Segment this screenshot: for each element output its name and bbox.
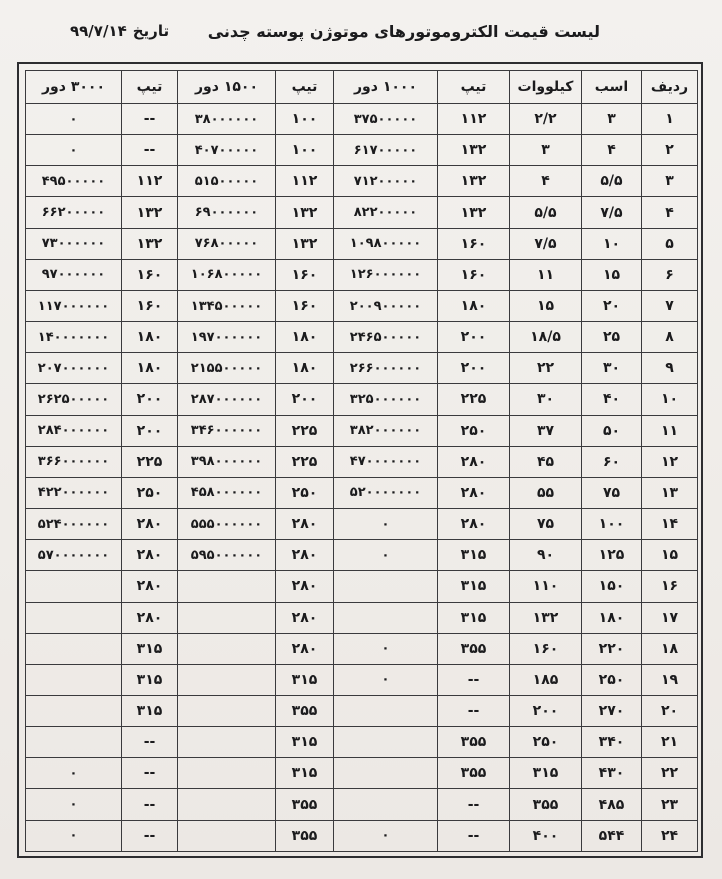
cell-frame-3000: -- [122,727,178,758]
cell-row-number: ۴ [642,197,698,228]
cell-price-1000rpm: ۲۰۰۹۰۰۰۰۰ [334,290,438,321]
cell-horsepower: ۲۰ [582,290,642,321]
table-row [26,727,698,758]
cell-frame-1500: ۱۶۰ [276,290,334,321]
header [70,14,600,48]
table-row [26,259,698,290]
cell-frame-1500: ۲۸۰ [276,633,334,664]
cell-horsepower: ۳۴۰ [582,727,642,758]
date-label: تاریخ [132,22,170,40]
column-header-frame-1000: تیپ [438,71,510,104]
table-row [26,509,698,540]
cell-horsepower: ۶۰ [582,446,642,477]
cell-row-number: ۷ [642,290,698,321]
cell-frame-3000: ۳۱۵ [122,664,178,695]
table-row [26,633,698,664]
cell-horsepower: ۲۲۰ [582,633,642,664]
cell-price-1000rpm: ۵۲۰۰۰۰۰۰۰ [334,477,438,508]
cell-price-1000rpm: ۶۱۷۰۰۰۰۰ [334,135,438,166]
cell-kilowatt: ۱۸۵ [510,664,582,695]
cell-kilowatt: ۵۵ [510,477,582,508]
table-row [26,228,698,259]
cell-frame-1000: ۱۶۰ [438,228,510,259]
table-row [26,540,698,571]
cell-kilowatt: ۳۱۵ [510,758,582,789]
cell-price-3000rpm [26,664,122,695]
column-header-kilowatt: کیلووات [510,71,582,104]
cell-kilowatt: ۳۵۵ [510,789,582,820]
cell-price-3000rpm: ۳۶۶۰۰۰۰۰۰ [26,446,122,477]
cell-kilowatt: ۲/۲ [510,104,582,135]
cell-frame-3000: -- [122,135,178,166]
cell-frame-1500: ۲۸۰ [276,602,334,633]
cell-price-3000rpm: ۰ [26,135,122,166]
cell-horsepower: ۱۰۰ [582,509,642,540]
cell-frame-1000: ۱۱۲ [438,104,510,135]
cell-frame-1500: ۱۳۲ [276,197,334,228]
table-row [26,571,698,602]
cell-price-3000rpm: ۵۷۰۰۰۰۰۰۰ [26,540,122,571]
cell-price-1000rpm [334,789,438,820]
cell-price-1500rpm: ۴۰۷۰۰۰۰۰ [178,135,276,166]
cell-frame-1000: ۲۸۰ [438,446,510,477]
cell-horsepower: ۱۵ [582,259,642,290]
cell-kilowatt: ۲۵۰ [510,727,582,758]
cell-frame-1500: ۲۰۰ [276,384,334,415]
cell-horsepower: ۷۵ [582,477,642,508]
cell-price-1000rpm: ۸۲۲۰۰۰۰۰ [334,197,438,228]
cell-frame-1500: ۲۸۰ [276,571,334,602]
cell-row-number: ۱۹ [642,664,698,695]
cell-price-1500rpm [178,571,276,602]
cell-row-number: ۶ [642,259,698,290]
cell-kilowatt: ۱۱ [510,259,582,290]
cell-price-3000rpm: ۵۲۴۰۰۰۰۰۰ [26,509,122,540]
cell-horsepower: ۱۲۵ [582,540,642,571]
cell-frame-3000: -- [122,758,178,789]
cell-price-1000rpm: ۱۲۶۰۰۰۰۰۰ [334,259,438,290]
cell-horsepower: ۴۸۵ [582,789,642,820]
cell-kilowatt: ۹۰ [510,540,582,571]
cell-frame-3000: -- [122,820,178,851]
table-row [26,104,698,135]
cell-frame-3000: ۱۸۰ [122,353,178,384]
cell-frame-3000: ۲۵۰ [122,477,178,508]
cell-frame-1000: ۲۲۵ [438,384,510,415]
cell-frame-1000: ۳۱۵ [438,540,510,571]
cell-price-1500rpm [178,633,276,664]
cell-price-1000rpm [334,602,438,633]
cell-price-1000rpm [334,727,438,758]
cell-horsepower: ۲۵۰ [582,664,642,695]
cell-frame-1000: -- [438,820,510,851]
cell-frame-1000: ۲۵۰ [438,415,510,446]
cell-row-number: ۹ [642,353,698,384]
cell-kilowatt: ۱۶۰ [510,633,582,664]
table-row [26,415,698,446]
cell-frame-1500: ۲۲۵ [276,415,334,446]
cell-frame-1000: ۳۱۵ [438,602,510,633]
cell-kilowatt: ۲۲ [510,353,582,384]
cell-price-1500rpm: ۲۱۵۵۰۰۰۰۰ [178,353,276,384]
cell-frame-3000: ۱۳۲ [122,197,178,228]
cell-row-number: ۱ [642,104,698,135]
cell-price-3000rpm [26,633,122,664]
cell-frame-3000: ۲۸۰ [122,602,178,633]
cell-price-1500rpm: ۲۸۷۰۰۰۰۰۰ [178,384,276,415]
cell-price-3000rpm [26,602,122,633]
cell-horsepower: ۲۷۰ [582,695,642,726]
table-row [26,758,698,789]
cell-price-1500rpm: ۱۹۷۰۰۰۰۰۰ [178,322,276,353]
cell-kilowatt: ۱۸/۵ [510,322,582,353]
cell-frame-1000: ۱۸۰ [438,290,510,321]
cell-frame-1500: ۱۳۲ [276,228,334,259]
cell-price-3000rpm: ۲۸۴۰۰۰۰۰۰ [26,415,122,446]
cell-kilowatt: ۳ [510,135,582,166]
cell-frame-1500: ۳۵۵ [276,695,334,726]
cell-price-1500rpm [178,695,276,726]
table-row [26,664,698,695]
cell-price-1500rpm: ۴۵۸۰۰۰۰۰۰ [178,477,276,508]
table-row [26,384,698,415]
cell-horsepower: ۵۰ [582,415,642,446]
cell-price-1000rpm: ۷۱۲۰۰۰۰۰ [334,166,438,197]
cell-price-3000rpm: ۰ [26,104,122,135]
cell-frame-1000: ۱۳۲ [438,166,510,197]
cell-price-1000rpm: ۰ [334,633,438,664]
cell-frame-1000: ۳۱۵ [438,571,510,602]
cell-row-number: ۱۱ [642,415,698,446]
cell-frame-3000: ۲۸۰ [122,571,178,602]
table-row [26,290,698,321]
date [70,22,169,40]
cell-frame-1500: ۳۵۵ [276,820,334,851]
cell-row-number: ۲۴ [642,820,698,851]
cell-frame-1000: ۲۰۰ [438,322,510,353]
cell-price-1500rpm [178,789,276,820]
cell-kilowatt: ۴۵ [510,446,582,477]
cell-price-3000rpm: ۹۷۰۰۰۰۰۰ [26,259,122,290]
cell-frame-1000: -- [438,789,510,820]
cell-frame-3000: ۲۰۰ [122,415,178,446]
cell-frame-3000: ۲۸۰ [122,509,178,540]
cell-frame-3000: ۱۶۰ [122,290,178,321]
table-row [26,135,698,166]
cell-price-3000rpm: ۰ [26,758,122,789]
cell-horsepower: ۴۳۰ [582,758,642,789]
date-value: ۹۹/۷/۱۴ [70,22,127,40]
cell-kilowatt: ۴۰۰ [510,820,582,851]
cell-price-3000rpm: ۰ [26,789,122,820]
cell-kilowatt: ۱۱۰ [510,571,582,602]
cell-horsepower: ۴۰ [582,384,642,415]
cell-row-number: ۱۳ [642,477,698,508]
cell-row-number: ۸ [642,322,698,353]
cell-horsepower: ۷/۵ [582,197,642,228]
cell-price-3000rpm: ۴۲۲۰۰۰۰۰۰ [26,477,122,508]
column-header-row-number: ردیف [642,71,698,104]
cell-row-number: ۱۷ [642,602,698,633]
table-row [26,353,698,384]
cell-frame-3000: ۳۱۵ [122,695,178,726]
cell-frame-1000: ۳۵۵ [438,633,510,664]
cell-price-3000rpm: ۲۰۷۰۰۰۰۰۰ [26,353,122,384]
cell-frame-1500: ۲۵۰ [276,477,334,508]
cell-kilowatt: ۳۰ [510,384,582,415]
cell-price-3000rpm: ۲۶۲۵۰۰۰۰۰ [26,384,122,415]
cell-frame-1500: ۱۶۰ [276,259,334,290]
cell-price-1500rpm [178,727,276,758]
cell-row-number: ۲۰ [642,695,698,726]
cell-frame-3000: ۱۱۲ [122,166,178,197]
column-header-price-3000rpm: ۳۰۰۰ دور [26,71,122,104]
column-header-frame-3000: تیپ [122,71,178,104]
cell-price-1500rpm: ۵۹۵۰۰۰۰۰۰ [178,540,276,571]
cell-frame-1500: ۱۸۰ [276,322,334,353]
table-row [26,789,698,820]
cell-row-number: ۱۵ [642,540,698,571]
cell-price-3000rpm: ۱۴۰۰۰۰۰۰۰ [26,322,122,353]
cell-price-1000rpm: ۰ [334,820,438,851]
cell-frame-1500: ۱۱۲ [276,166,334,197]
table-row [26,197,698,228]
cell-horsepower: ۳۰ [582,353,642,384]
cell-frame-1500: ۲۸۰ [276,540,334,571]
cell-price-3000rpm: ۷۳۰۰۰۰۰۰ [26,228,122,259]
cell-frame-1000: ۲۸۰ [438,477,510,508]
cell-frame-1500: ۱۰۰ [276,104,334,135]
cell-price-1500rpm: ۵۱۵۰۰۰۰۰ [178,166,276,197]
table-frame [17,62,703,858]
cell-frame-1500: ۳۱۵ [276,758,334,789]
table-row [26,166,698,197]
cell-price-1000rpm [334,571,438,602]
cell-price-1000rpm: ۳۷۵۰۰۰۰۰ [334,104,438,135]
column-header-horsepower: اسب [582,71,642,104]
cell-horsepower: ۲۵ [582,322,642,353]
header-row [26,71,698,104]
cell-frame-1500: ۳۵۵ [276,789,334,820]
cell-frame-3000: -- [122,789,178,820]
cell-price-3000rpm: ۱۱۷۰۰۰۰۰۰ [26,290,122,321]
cell-horsepower: ۳ [582,104,642,135]
cell-row-number: ۱۴ [642,509,698,540]
table-row [26,602,698,633]
cell-price-1500rpm [178,664,276,695]
cell-frame-1500: ۳۱۵ [276,664,334,695]
cell-row-number: ۵ [642,228,698,259]
cell-price-1500rpm: ۳۹۸۰۰۰۰۰۰ [178,446,276,477]
cell-price-1500rpm: ۳۴۶۰۰۰۰۰۰ [178,415,276,446]
cell-kilowatt: ۷۵ [510,509,582,540]
column-header-frame-1500: تیپ [276,71,334,104]
cell-frame-3000: ۳۱۵ [122,633,178,664]
column-header-price-1500rpm: ۱۵۰۰ دور [178,71,276,104]
cell-price-3000rpm [26,727,122,758]
cell-price-1500rpm: ۱۰۶۸۰۰۰۰۰ [178,259,276,290]
cell-price-1500rpm: ۷۶۸۰۰۰۰۰ [178,228,276,259]
cell-kilowatt: ۱۵ [510,290,582,321]
cell-frame-3000: ۲۰۰ [122,384,178,415]
cell-price-1000rpm: ۳۲۵۰۰۰۰۰۰ [334,384,438,415]
column-header-price-1000rpm: ۱۰۰۰ دور [334,71,438,104]
cell-row-number: ۳ [642,166,698,197]
table-row [26,322,698,353]
table-body [26,104,698,852]
cell-price-1500rpm [178,758,276,789]
cell-price-1000rpm: ۰ [334,664,438,695]
cell-horsepower: ۵/۵ [582,166,642,197]
cell-price-1000rpm: ۲۶۶۰۰۰۰۰۰ [334,353,438,384]
cell-row-number: ۱۰ [642,384,698,415]
cell-price-1500rpm: ۳۸۰۰۰۰۰۰ [178,104,276,135]
cell-price-1500rpm: ۵۵۵۰۰۰۰۰۰ [178,509,276,540]
cell-price-1500rpm: ۱۳۴۵۰۰۰۰۰ [178,290,276,321]
cell-row-number: ۲۲ [642,758,698,789]
cell-horsepower: ۵۴۴ [582,820,642,851]
cell-frame-1500: ۱۰۰ [276,135,334,166]
cell-price-1000rpm: ۰ [334,540,438,571]
cell-price-3000rpm [26,571,122,602]
cell-row-number: ۱۸ [642,633,698,664]
cell-frame-3000: ۱۳۲ [122,228,178,259]
cell-frame-1500: ۳۱۵ [276,727,334,758]
cell-frame-1000: ۱۶۰ [438,259,510,290]
cell-row-number: ۱۶ [642,571,698,602]
cell-frame-1500: ۱۸۰ [276,353,334,384]
cell-kilowatt: ۳۷ [510,415,582,446]
cell-row-number: ۱۲ [642,446,698,477]
table-row [26,820,698,851]
cell-price-1500rpm [178,820,276,851]
cell-kilowatt: ۱۳۲ [510,602,582,633]
cell-row-number: ۲۳ [642,789,698,820]
cell-price-3000rpm [26,695,122,726]
cell-kilowatt: ۴ [510,166,582,197]
cell-price-1000rpm: ۲۴۶۵۰۰۰۰۰ [334,322,438,353]
cell-price-1000rpm: ۱۰۹۸۰۰۰۰۰ [334,228,438,259]
cell-frame-3000: ۱۶۰ [122,259,178,290]
cell-price-1500rpm [178,602,276,633]
cell-frame-3000: ۲۸۰ [122,540,178,571]
cell-price-1000rpm: ۰ [334,509,438,540]
table-row [26,477,698,508]
cell-price-1500rpm: ۶۹۰۰۰۰۰۰ [178,197,276,228]
table-row [26,695,698,726]
cell-horsepower: ۱۵۰ [582,571,642,602]
cell-frame-1000: ۱۳۲ [438,197,510,228]
cell-price-3000rpm: ۰ [26,820,122,851]
cell-kilowatt: ۲۰۰ [510,695,582,726]
cell-frame-1000: -- [438,664,510,695]
cell-frame-3000: ۱۸۰ [122,322,178,353]
cell-frame-3000: -- [122,104,178,135]
cell-price-1000rpm: ۳۸۲۰۰۰۰۰۰ [334,415,438,446]
cell-horsepower: ۱۰ [582,228,642,259]
cell-frame-1000: ۲۰۰ [438,353,510,384]
cell-frame-1000: ۲۸۰ [438,509,510,540]
cell-frame-1000: -- [438,695,510,726]
cell-frame-3000: ۲۲۵ [122,446,178,477]
cell-frame-1500: ۲۸۰ [276,509,334,540]
page-title: لیست قیمت الکتروموتورهای موتوژن پوسته چدنی [207,21,600,41]
price-table [25,70,698,852]
cell-price-3000rpm: ۶۶۲۰۰۰۰۰ [26,197,122,228]
table-row [26,446,698,477]
cell-kilowatt: ۵/۵ [510,197,582,228]
cell-frame-1500: ۲۲۵ [276,446,334,477]
cell-horsepower: ۴ [582,135,642,166]
cell-row-number: ۲۱ [642,727,698,758]
cell-horsepower: ۱۸۰ [582,602,642,633]
cell-row-number: ۲ [642,135,698,166]
cell-price-3000rpm: ۴۹۵۰۰۰۰۰ [26,166,122,197]
cell-frame-1000: ۳۵۵ [438,727,510,758]
cell-frame-1000: ۳۵۵ [438,758,510,789]
cell-frame-1000: ۱۳۲ [438,135,510,166]
cell-price-1000rpm [334,695,438,726]
cell-price-1000rpm [334,758,438,789]
cell-kilowatt: ۷/۵ [510,228,582,259]
cell-price-1000rpm: ۴۷۰۰۰۰۰۰۰ [334,446,438,477]
